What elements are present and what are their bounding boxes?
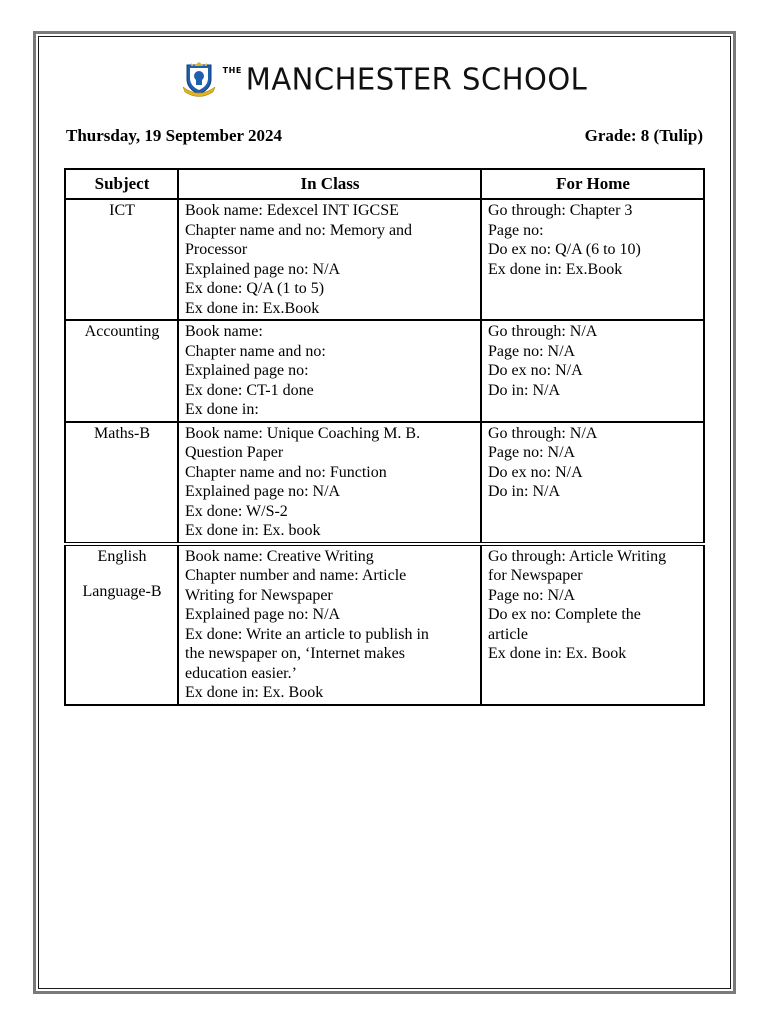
- in-class-line: Chapter name and no:: [185, 342, 326, 360]
- for-home-line: for Newspaper: [488, 567, 583, 584]
- in-class-line: the newspaper on, ‘Internet makes: [185, 645, 405, 662]
- for-home-cell: [481, 199, 704, 320]
- school-crest-icon: [181, 61, 217, 97]
- grade-label: Grade: 8 (Tulip): [584, 126, 703, 145]
- subject-spacer: [72, 566, 172, 582]
- table-header-row: [65, 169, 704, 199]
- in-class-line: Explained page no: N/A: [185, 606, 341, 623]
- subject-name: Language-B: [82, 583, 162, 600]
- in-class-line: Ex done: CT-1 done: [185, 381, 314, 399]
- for-home-line: Page no: N/A: [488, 444, 576, 461]
- meta-line: [66, 126, 703, 146]
- in-class-line: Ex done: W/S-2: [185, 502, 288, 520]
- in-class-line: Ex done: Q/A (1 to 5): [185, 280, 325, 297]
- table-row: [65, 422, 704, 544]
- school-header: [0, 58, 768, 100]
- subject-name: Maths-B: [94, 424, 150, 442]
- for-home-cell: [481, 320, 704, 422]
- in-class-line: Book name: Creative Writing: [185, 547, 374, 565]
- homework-table: [64, 168, 705, 706]
- for-home-line: Do ex no: Complete the: [488, 606, 641, 623]
- subject-name: ICT: [109, 202, 135, 219]
- header-for-home: For Home: [481, 169, 704, 199]
- date-label: Thursday, 19 September 2024: [66, 126, 282, 145]
- in-class-line: Explained page no: N/A: [185, 260, 341, 278]
- for-home-cell: [481, 422, 704, 544]
- for-home-line: Do in: N/A: [488, 381, 560, 399]
- in-class-line: Chapter name and no: Memory and: [185, 221, 413, 239]
- for-home-line: Ex done in: Ex.Book: [488, 260, 623, 278]
- in-class-line: Writing for Newspaper: [185, 586, 333, 604]
- in-class-line: Ex done: Write an article to publish in: [185, 625, 429, 643]
- in-class-line: Explained page no: N/A: [185, 483, 341, 500]
- header-in-class: In Class: [178, 169, 481, 199]
- in-class-line: Chapter number and name: Article: [185, 567, 407, 584]
- in-class-line: Ex done in: Ex.Book: [185, 299, 320, 317]
- subject-cell: [65, 320, 178, 422]
- for-home-line: Go through: N/A: [488, 323, 598, 340]
- in-class-cell: [178, 199, 481, 320]
- for-home-line: Do ex no: N/A: [488, 362, 583, 379]
- subject-cell: [65, 544, 178, 705]
- in-class-line: Explained page no:: [185, 362, 309, 379]
- in-class-cell: [178, 422, 481, 544]
- in-class-line: Book name: Unique Coaching M. B.: [185, 424, 421, 442]
- subject-cell: [65, 422, 178, 544]
- in-class-line: Processor: [185, 241, 248, 258]
- for-home-line: Do ex no: N/A: [488, 463, 583, 481]
- in-class-line: Ex done in: Ex. Book: [185, 684, 324, 701]
- table-row: [65, 199, 704, 320]
- for-home-line: article: [488, 625, 528, 643]
- for-home-line: Page no: N/A: [488, 342, 576, 360]
- for-home-line: Do in: N/A: [488, 483, 560, 500]
- in-class-line: education easier.’: [185, 664, 297, 682]
- subject-name: English: [97, 547, 147, 565]
- school-name: MANCHESTER SCHOOL: [245, 61, 588, 97]
- in-class-cell: [178, 544, 481, 705]
- for-home-line: Ex done in: Ex. Book: [488, 645, 627, 662]
- in-class-line: Book name: Edexcel INT IGCSE: [185, 202, 399, 219]
- table-row: [65, 320, 704, 422]
- in-class-line: Ex done in:: [185, 401, 259, 418]
- for-home-line: Go through: N/A: [488, 424, 598, 442]
- for-home-line: Page no:: [488, 221, 544, 239]
- in-class-cell: [178, 320, 481, 422]
- in-class-line: Question Paper: [185, 444, 284, 461]
- for-home-line: Page no: N/A: [488, 586, 576, 604]
- for-home-line: Go through: Chapter 3: [488, 202, 633, 219]
- table-row: [65, 544, 704, 705]
- for-home-cell: [481, 544, 704, 705]
- in-class-line: Ex done in: Ex. book: [185, 522, 321, 539]
- for-home-line: Go through: Article Writing: [488, 547, 667, 565]
- subject-name: Accounting: [84, 323, 160, 340]
- school-name-prefix: THE: [222, 66, 242, 75]
- for-home-line: Do ex no: Q/A (6 to 10): [488, 241, 641, 258]
- subject-cell: [65, 199, 178, 320]
- in-class-line: Book name:: [185, 323, 263, 340]
- header-subject: Subject: [65, 169, 178, 199]
- in-class-line: Chapter name and no: Function: [185, 463, 387, 481]
